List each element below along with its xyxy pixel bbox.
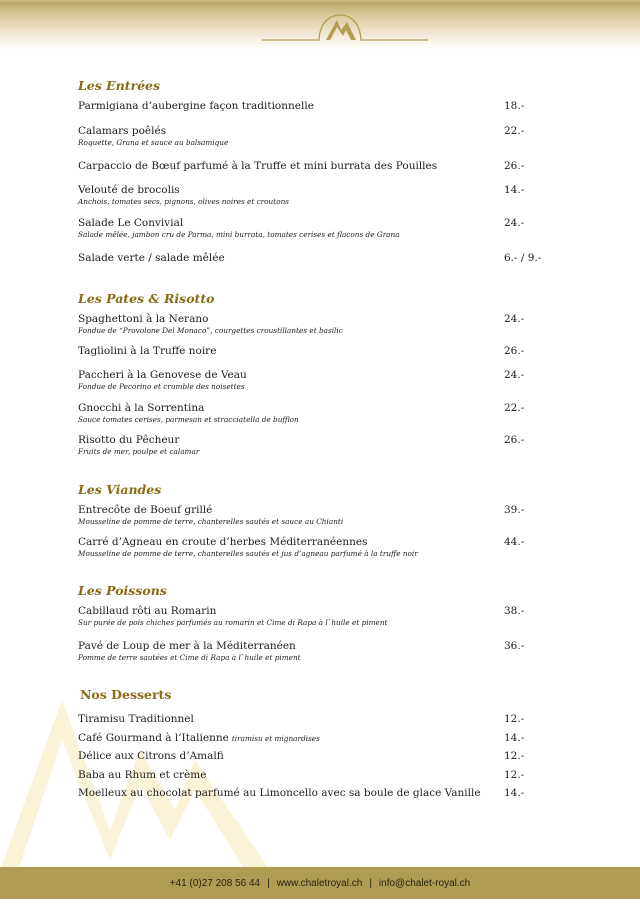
item-name-text: Velouté de brocolis: [78, 184, 180, 196]
item-name-text: Gnocchi à la Sorrentina: [78, 402, 205, 414]
menu-item: [78, 369, 558, 392]
item-name: [78, 345, 558, 358]
item-price: 12.-: [504, 750, 525, 762]
item-description: Salade mêlée, jambon cru de Parma, mini burrata, tomates cerises et flacons de Grana: [78, 230, 400, 239]
item-name-text: Délice aux Citrons d’Amalfi: [78, 750, 224, 762]
item-name: [78, 402, 558, 415]
item-name: [78, 605, 558, 618]
item-price: 22.-: [504, 125, 525, 137]
menu-item: [78, 504, 558, 527]
item-name-text: Salade verte / salade mêlée: [78, 252, 225, 264]
menu-item: [78, 252, 558, 265]
item-name: [78, 732, 558, 745]
footer-email-link[interactable]: info@chalet-royal.ch: [378, 877, 471, 889]
menu-item: [78, 787, 558, 800]
item-price: 24.-: [504, 369, 525, 381]
menu-item: [78, 769, 558, 782]
item-name-text: Moelleux au chocolat parfumé au Limoncello avec sa boule de glace Vanille: [78, 787, 481, 799]
section-heading: Les Viandes: [78, 482, 162, 497]
item-name: [78, 787, 558, 800]
item-name-text: Paccheri à la Genovese de Veau: [78, 369, 247, 381]
menu-item: [78, 434, 558, 457]
menu-item: [78, 750, 558, 763]
item-name-text: Pavé de Loup de mer à la Méditerranéen: [78, 640, 296, 652]
item-price: 22.-: [504, 402, 525, 414]
item-price: 14.-: [504, 732, 525, 744]
item-name: [78, 504, 558, 517]
item-inline-description: tiramisu et mignardises: [231, 734, 320, 743]
item-price: 12.-: [504, 769, 525, 781]
item-name: [78, 252, 558, 265]
item-name-text: Carpaccio de Bœuf parfumé à la Truffe et mini burrata des Pouilles: [78, 160, 438, 172]
item-price: 26.-: [504, 160, 525, 172]
item-description: Sauce tomates cerises, parmesan et stracciatella de bufflon: [78, 415, 299, 424]
item-name-text: Tiramisu Traditionnel: [78, 713, 194, 725]
menu-item: [78, 217, 558, 240]
item-price: 36.-: [504, 640, 525, 652]
item-price: 14.-: [504, 184, 525, 196]
menu-item: [78, 184, 558, 207]
item-name: [78, 160, 558, 173]
item-price: 39.-: [504, 504, 525, 516]
item-description: Fondue de Pecorino et crumble des noisettes: [78, 382, 245, 391]
item-name-text: Carré d’Agneau en croute d’herbes Méditerranéennes: [78, 536, 368, 548]
footer-contact-bar: [0, 867, 640, 899]
section-heading: Nos Desserts: [80, 687, 172, 702]
item-price: 24.-: [504, 217, 525, 229]
item-name: [78, 769, 558, 782]
item-description: Fondue de “Provolone Del Monaco”, courgettes croustillantes et basilic: [78, 326, 343, 335]
item-name: [78, 536, 558, 549]
menu-item: [78, 713, 558, 726]
item-price: 26.-: [504, 345, 525, 357]
item-description: Pomme de terre sautées et Cime di Rapa à l`huile et piment: [78, 653, 301, 662]
footer-separator: |: [267, 877, 270, 889]
item-name: [78, 313, 558, 326]
section-heading: Les Poissons: [78, 583, 167, 598]
item-name: [78, 713, 558, 726]
menu-item: [78, 313, 558, 336]
item-name-text: Risotto du Pêcheur: [78, 434, 180, 446]
footer-separator: |: [369, 877, 372, 889]
item-name-text: Parmigiana d’aubergine façon traditionnelle: [78, 100, 314, 112]
item-description: Mousseline de pomme de terre, chanterelles sautés et sauce au Chianti: [78, 517, 344, 526]
item-price: 18.-: [504, 100, 525, 112]
item-price: 44.-: [504, 536, 525, 548]
item-name: [78, 125, 558, 138]
item-description: Fruits de mer, poulpe et calamar: [78, 447, 200, 456]
footer-website-link[interactable]: www.chaletroyal.ch: [276, 877, 363, 889]
item-name-text: Salade Le Convivial: [78, 217, 184, 229]
item-price: 6.- / 9.-: [504, 252, 542, 264]
item-name: [78, 100, 558, 113]
item-description: Mousseline de pomme de terre, chanterelles sautés et jus d’agneau parfumé à la truffe noir: [78, 549, 418, 558]
item-price: 12.-: [504, 713, 525, 725]
item-name-text: Calamars poêlés: [78, 125, 167, 137]
menu-item: [78, 402, 558, 425]
item-name: [78, 640, 558, 653]
item-name-text: Cabillaud rôti au Romarin: [78, 605, 217, 617]
item-description: Roquette, Grana et sauce au balsamique: [78, 138, 229, 147]
mountain-logo-icon: [0, 0, 640, 50]
item-name: [78, 434, 558, 447]
menu-item: [78, 640, 558, 663]
menu-item: [78, 536, 558, 559]
item-price: 24.-: [504, 313, 525, 325]
item-price: 38.-: [504, 605, 525, 617]
item-name-text: Entrecôte de Boeuf grillé: [78, 504, 213, 516]
menu-item: [78, 605, 558, 628]
menu-item: [78, 125, 558, 148]
item-name-text: Baba au Rhum et crème: [78, 769, 207, 781]
item-name-text: Spaghettoni à la Nerano: [78, 313, 209, 325]
item-name-text: Café Gourmand à l’Italienne: [78, 732, 229, 744]
item-name-text: Tagliolini à la Truffe noire: [78, 345, 217, 357]
menu-item: [78, 345, 558, 358]
item-price: 26.-: [504, 434, 525, 446]
item-description: Anchois, tomates secs, pignons, olives noires et croutons: [78, 197, 290, 206]
item-name: [78, 217, 558, 230]
section-heading: Les Entrées: [78, 78, 161, 93]
menu-item: [78, 100, 558, 113]
item-name: [78, 750, 558, 763]
item-description: Sur purée de pois chiches parfumés au romarin et Cime di Rapa à l`huile et piment: [78, 618, 388, 627]
item-price: 14.-: [504, 787, 525, 799]
item-name: [78, 184, 558, 197]
menu-item: [78, 160, 558, 173]
menu-item: [78, 732, 558, 745]
item-name: [78, 369, 558, 382]
footer-phone[interactable]: +41 (0)27 208 56 44: [169, 877, 261, 889]
section-heading: Les Pates & Risotto: [78, 291, 215, 306]
